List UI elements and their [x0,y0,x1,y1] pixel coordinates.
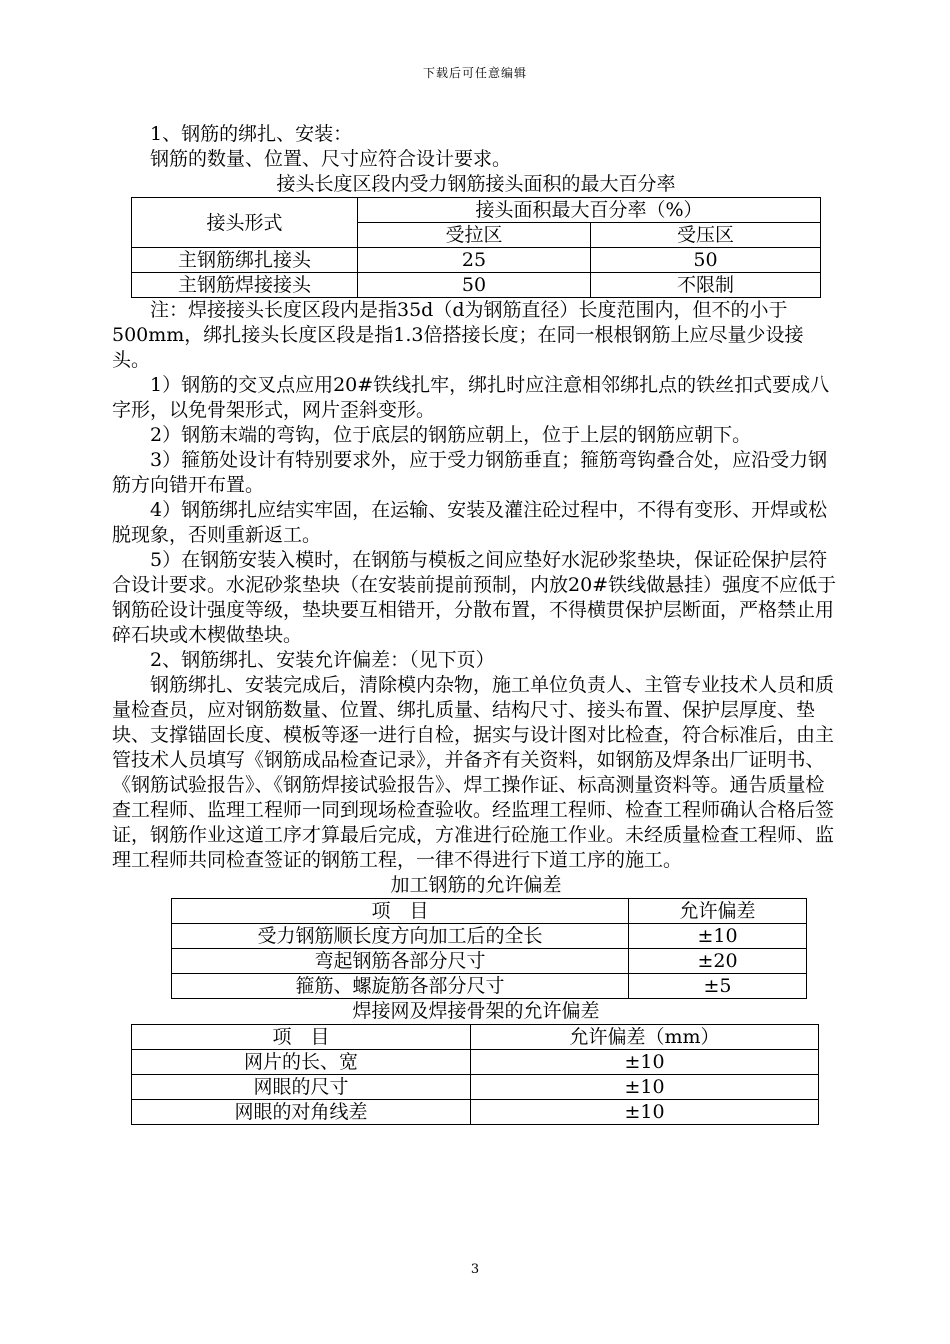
table2-cell-item: 受力钢筋顺长度方向加工后的全长 [172,924,629,949]
table-row [132,1100,819,1125]
table3-cell-tolerance: ±10 [471,1100,819,1125]
table1-cell-compression: 不限制 [591,273,821,298]
table3-cell-tolerance: ±10 [471,1075,819,1100]
table2-cell-tolerance: ±20 [629,949,807,974]
table3-header-item: 项 目 [132,1025,471,1050]
table2-cell-item: 弯起钢筋各部分尺寸 [172,949,629,974]
table1-cell-form: 主钢筋绑扎接头 [132,248,358,273]
table1-header-tension: 受拉区 [358,223,591,248]
table2-header-tolerance: 允许偏差 [629,899,807,924]
table2-cell-tolerance: ±5 [629,974,807,999]
table1-cell-tension: 50 [358,273,591,298]
table1-header-form: 接头形式 [132,198,358,248]
table2-cell-item: 箍筋、螺旋筋各部分尺寸 [172,974,629,999]
paragraph-2: 2）钢筋末端的弯钩，位于底层的钢筋应朝上，位于上层的钢筋应朝下。 [150,424,752,446]
table2-cell-tolerance: ±10 [629,924,807,949]
table3-header-tolerance: 允许偏差（mm） [471,1025,819,1050]
table-row [132,248,821,273]
table-row [132,1050,819,1075]
table3-cell-item: 网片的长、宽 [132,1050,471,1075]
table3-caption: 焊接网及焊接骨架的允许偏差 [352,1000,600,1022]
table1-header-compression: 受压区 [591,223,821,248]
table-row [172,924,807,949]
table1-cell-form: 主钢筋焊接接头 [132,273,358,298]
table-row [172,949,807,974]
paragraph-5: 5）在钢筋安装入模时，在钢筋与模板之间应垫好水泥砂浆垫块，保证砼保护层符合设计要求。水泥砂浆垫块（在安装前提前预制，内放20#铁线做悬挂）强度不应低于钢筋砼设计强度等级，垫块要互相错开，分散布置，不得横贯保护层断面，严格禁止用碎石块或木楔做垫块。 [112,549,837,646]
page-header: 下载后可任意编辑 [422,66,527,80]
section-heading-2: 2、钢筋绑扎、安装允许偏差：（见下页） [150,649,495,671]
table3-cell-item: 网眼的尺寸 [132,1075,471,1100]
document-body [112,122,840,1125]
processing-tolerance-table [171,898,807,999]
joint-percentage-table [131,197,821,298]
paragraph-6: 钢筋绑扎、安装完成后，清除模内杂物，施工单位负责人、主管专业技术人员和质量检查员，应对钢筋数量、位置、绑扎质量、结构尺寸、接头布置、保护层厚度、垫块、支撑锚固长度、模板等逐一进行自检，据实与设计图对比检查，符合标准后，由主管技术人员填写《钢筋成品检查记录》，并备齐有关资料，如钢筋及焊条出厂证明书、《钢筋试验报告》、《钢筋焊接试验报告》、焊工操作证、标高测量资料等。通告质量检查工程师、监理工程师一同到现场检查验收。经监理工程师、检查工程师确认合格后签证，钢筋作业这道工序才算最后完成，方准进行砼施工作业。未经质量检查工程师、监理工程师共同检查签证的钢筋工程，一律不得进行下道工序的施工。 [112,674,835,871]
table2-caption: 加工钢筋的允许偏差 [390,874,562,896]
paragraph-note: 注：焊接接头长度区段内是指35d（d为钢筋直径）长度范围内，但不的小于500mm，绑扎接头长度区段是指1.3倍搭接长度；在同一根根钢筋上应尽量少设接头。 [112,299,804,371]
table3-cell-tolerance: ±10 [471,1050,819,1075]
page-number: 3 [470,1262,480,1277]
table3-cell-item: 网眼的对角线差 [132,1100,471,1125]
table1-cell-tension: 25 [358,248,591,273]
paragraph-1: 1）钢筋的交叉点应用20#铁线扎牢，绑扎时应注意相邻绑扎点的铁丝扣式要成八字形，以免骨架形式，网片歪斜变形。 [112,374,830,421]
paragraph-intro: 钢筋的数量、位置、尺寸应符合设计要求。 [150,148,512,170]
section-heading-1: 1、钢筋的绑扎、安装： [150,123,353,145]
welded-mesh-tolerance-table [131,1024,819,1125]
paragraph-3: 3）箍筋处设计有特别要求外，应于受力钢筋垂直；箍筋弯钩叠合处，应沿受力钢筋方向错开布置。 [112,449,828,496]
table-row [172,974,807,999]
table-row [132,273,821,298]
table1-cell-compression: 50 [591,248,821,273]
table1-header-group: 接头面积最大百分率（%） [358,198,821,223]
table2-header-item: 项 目 [172,899,629,924]
paragraph-4: 4）钢筋绑扎应结实牢固，在运输、安装及灌注砼过程中，不得有变形、开焊或松脱现象，否则重新返工。 [112,499,828,546]
table1-caption: 接头长度区段内受力钢筋接头面积的最大百分率 [276,173,676,195]
table-row [132,1075,819,1100]
